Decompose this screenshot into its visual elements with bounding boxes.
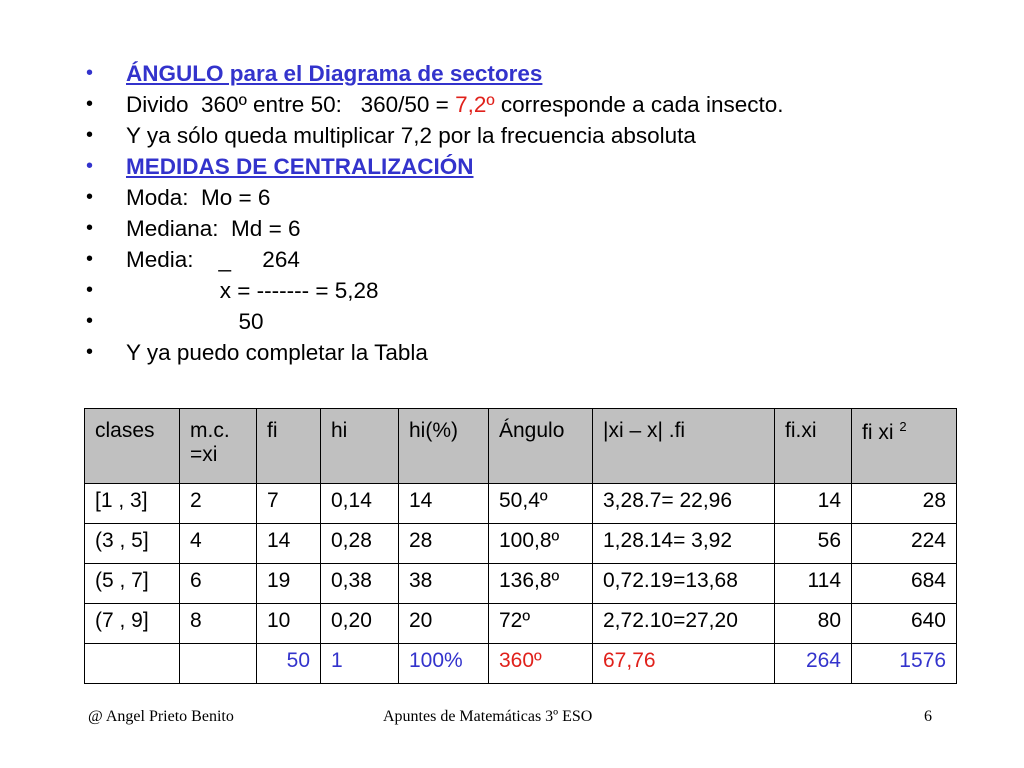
header-cell: clases [85,409,180,484]
total-fixi2: 1576 [852,644,957,684]
total-hi-percent: 100% [399,644,489,684]
total-cell [180,644,257,684]
media-formula: x = ------- = 5,28 [126,278,379,303]
table-cell: 100,8º [489,524,593,564]
header-cell: fi.xi [775,409,852,484]
table-cell: [1 , 3] [85,484,180,524]
bullet-list [86,58,784,368]
table-cell: 28 [852,484,957,524]
total-fixi: 264 [775,644,852,684]
table-cell: 1,28.14= 3,92 [593,524,775,564]
total-hi: 1 [321,644,399,684]
mediana-text: Mediana: Md = 6 [126,216,301,241]
degrees-per-insect: 7,2º [455,92,495,117]
table-cell: (5 , 7] [85,564,180,604]
multiply-text: Y ya sólo queda multiplicar 7,2 por la frecuencia absoluta [126,123,696,148]
media-text: Media: _ 264 [126,247,300,272]
bullet-media-denominator [86,306,784,337]
table-cell: 72º [489,604,593,644]
divide-suffix: corresponde a cada insecto. [494,92,784,117]
header-cell: hi [321,409,399,484]
table-row [85,564,957,604]
table-cell: 19 [257,564,321,604]
footer-course: Apuntes de Matemáticas 3º ESO [383,708,593,725]
table-cell: 640 [852,604,957,644]
exponent: 2 [899,419,907,434]
table-cell: 224 [852,524,957,564]
table-cell: 20 [399,604,489,644]
bullet-multiply [86,120,784,151]
table-cell: 684 [852,564,957,604]
table-cell: 0,72.19=13,68 [593,564,775,604]
header-cell: hi(%) [399,409,489,484]
table-cell: 14 [775,484,852,524]
table-cell: 0,20 [321,604,399,644]
bullet-media-formula [86,275,784,306]
table-row [85,524,957,564]
table-cell: 80 [775,604,852,644]
table-cell: (3 , 5] [85,524,180,564]
bullet-divide [86,89,784,120]
bullet-angle-heading [86,58,784,89]
table-cell: 136,8º [489,564,593,604]
table-cell: 3,28.7= 22,96 [593,484,775,524]
table-cell: 50,4º [489,484,593,524]
bullet-media [86,244,784,275]
header-cell: |xi – x| .fi [593,409,775,484]
table-cell: 10 [257,604,321,644]
moda-text: Moda: Mo = 6 [126,185,271,210]
table-cell: 28 [399,524,489,564]
bullet-complete [86,337,784,368]
total-cell [85,644,180,684]
table-cell: 0,28 [321,524,399,564]
table-cell: 2,72.10=27,20 [593,604,775,644]
table-cell: 38 [399,564,489,604]
table-cell: 4 [180,524,257,564]
header-fixi2-label: fi xi [862,421,900,444]
table-cell: 7 [257,484,321,524]
bullet-moda [86,182,784,213]
table-cell: 6 [180,564,257,604]
header-cell: Ángulo [489,409,593,484]
table-cell: 2 [180,484,257,524]
table-cell: (7 , 9] [85,604,180,644]
table-header-row [85,409,957,484]
table-cell: 56 [775,524,852,564]
table-cell: 8 [180,604,257,644]
table-cell: 0,14 [321,484,399,524]
footer-author: @ Angel Prieto Benito [88,708,234,725]
frequency-table [84,408,957,684]
total-angle: 360º [489,644,593,684]
footer-page-number: 6 [924,708,932,725]
total-fi: 50 [257,644,321,684]
angle-heading: ÁNGULO para el Diagrama de sectores [126,61,543,86]
totals-row [85,644,957,684]
table-cell: 14 [399,484,489,524]
header-cell: fi [257,409,321,484]
header-cell [852,409,957,484]
bullet-central-heading [86,151,784,182]
table-cell: 14 [257,524,321,564]
media-denominator: 50 [126,309,264,334]
table-cell: 0,38 [321,564,399,604]
centralization-heading: MEDIDAS DE CENTRALIZACIÓN [126,154,474,179]
table-row [85,484,957,524]
total-deviation: 67,76 [593,644,775,684]
table-cell: 114 [775,564,852,604]
table-row [85,604,957,644]
bullet-mediana [86,213,784,244]
complete-text: Y ya puedo completar la Tabla [126,340,428,365]
divide-text: Divido 360º entre 50: 360/50 = [126,92,456,117]
header-cell: m.c. =xi [180,409,257,484]
